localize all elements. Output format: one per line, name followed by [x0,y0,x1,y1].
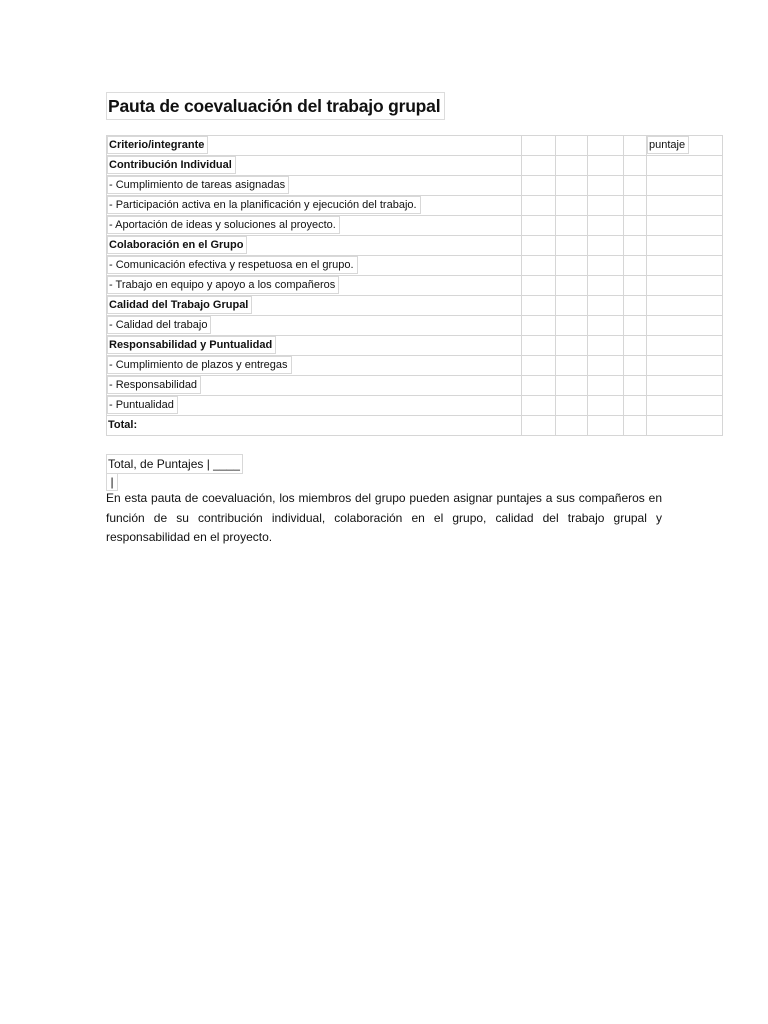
puntaje-cell[interactable] [647,256,723,276]
criterion-cell [107,396,522,416]
criterion-cell [107,216,522,236]
score-cell[interactable] [588,176,624,196]
criterion-row [107,256,723,276]
header-puntaje-label: puntaje [647,136,689,154]
score-cell[interactable] [522,376,556,396]
score-cell[interactable] [588,196,624,216]
score-cell[interactable] [522,316,556,336]
criterion-label: - Puntualidad [107,396,178,414]
puntaje-cell[interactable] [647,216,723,236]
score-cell[interactable] [556,196,588,216]
section-header-row [107,296,723,316]
score-cell[interactable] [522,416,556,436]
score-cell[interactable] [556,216,588,236]
puntaje-cell[interactable] [647,156,723,176]
criterion-cell [107,156,522,176]
score-cell[interactable] [624,156,647,176]
score-cell[interactable] [588,336,624,356]
criterion-cell [107,336,522,356]
score-cell[interactable] [556,416,588,436]
score-cell[interactable] [556,316,588,336]
score-cell[interactable] [624,256,647,276]
section-header-row [107,156,723,176]
score-cell[interactable] [522,156,556,176]
criterion-row [107,316,723,336]
total-puntajes-line: Total, de Puntajes | ____ [106,454,243,474]
puntaje-cell[interactable] [647,376,723,396]
member-column-cell[interactable] [556,136,588,156]
criterion-label: - Calidad del trabajo [107,316,211,334]
score-cell[interactable] [556,296,588,316]
score-cell[interactable] [624,176,647,196]
score-cell[interactable] [556,356,588,376]
member-column-cell[interactable] [588,136,624,156]
score-cell[interactable] [522,276,556,296]
score-cell[interactable] [588,396,624,416]
puntaje-cell[interactable] [647,356,723,376]
criterion-cell [107,316,522,336]
coevaluation-table [106,135,723,436]
section-title: Colaboración en el Grupo [107,236,247,254]
score-cell[interactable] [522,396,556,416]
puntaje-cell[interactable] [647,336,723,356]
criterion-cell [107,356,522,376]
score-cell[interactable] [624,216,647,236]
table-body [107,136,723,436]
score-cell[interactable] [522,296,556,316]
puntaje-cell[interactable] [647,296,723,316]
table-header-row [107,136,723,156]
score-cell[interactable] [624,396,647,416]
header-cell-criterio [107,136,522,156]
description-paragraph: En esta pauta de coevaluación, los miembros del grupo pueden asignar puntajes a sus compañeros en función de su contribución individual, colaboración en el grupo, calidad del trabajo grupal y responsabilidad en el proyecto. [106,491,662,544]
score-cell[interactable] [556,396,588,416]
score-cell[interactable] [624,416,647,436]
criterion-label: - Aportación de ideas y soluciones al proyecto. [107,216,340,234]
criterion-label: - Trabajo en equipo y apoyo a los compañeros [107,276,339,294]
score-cell[interactable] [624,316,647,336]
score-cell[interactable] [556,176,588,196]
score-cell[interactable] [556,156,588,176]
puntaje-cell[interactable] [647,196,723,216]
criterion-label: - Responsabilidad [107,376,201,394]
score-cell[interactable] [522,256,556,276]
score-cell[interactable] [556,236,588,256]
puntaje-cell[interactable] [647,176,723,196]
score-cell[interactable] [522,356,556,376]
criterion-row [107,216,723,236]
score-cell[interactable] [624,376,647,396]
criterion-row [107,396,723,416]
score-cell[interactable] [588,276,624,296]
text-cursor[interactable]: | [106,473,118,491]
score-cell[interactable] [588,236,624,256]
score-cell[interactable] [556,376,588,396]
criterion-cell [107,176,522,196]
page-title: Pauta de coevaluación del trabajo grupal [106,92,445,120]
puntaje-cell[interactable] [647,416,723,436]
criterion-row [107,356,723,376]
score-cell[interactable] [588,296,624,316]
puntaje-cell[interactable] [647,396,723,416]
section-header-row [107,236,723,256]
criterion-cell [107,276,522,296]
score-cell[interactable] [588,376,624,396]
score-cell[interactable] [588,216,624,236]
score-cell[interactable] [624,236,647,256]
criterion-cell [107,376,522,396]
score-cell[interactable] [624,296,647,316]
criterion-row [107,276,723,296]
criterion-row [107,196,723,216]
score-cell[interactable] [522,336,556,356]
score-cell[interactable] [624,336,647,356]
score-cell[interactable] [556,256,588,276]
puntaje-cell[interactable] [647,316,723,336]
puntaje-cell[interactable] [647,276,723,296]
criterion-label: - Participación activa en la planificación y ejecución del trabajo. [107,196,421,214]
score-cell[interactable] [522,176,556,196]
score-cell[interactable] [624,276,647,296]
member-column-cell[interactable] [522,136,556,156]
score-cell[interactable] [588,416,624,436]
total-row [107,416,723,436]
section-header-row [107,336,723,356]
score-cell[interactable] [522,196,556,216]
criterion-cell [107,196,522,216]
criterion-label: - Cumplimiento de plazos y entregas [107,356,292,374]
header-cell-puntaje [647,136,723,156]
criterion-row [107,376,723,396]
header-criterio-label: Criterio/integrante [107,136,208,154]
member-column-cell[interactable] [624,136,647,156]
criterion-cell [107,256,522,276]
score-cell[interactable] [588,256,624,276]
score-cell[interactable] [556,336,588,356]
puntaje-cell[interactable] [647,236,723,256]
score-cell[interactable] [556,276,588,296]
criterion-label: - Cumplimiento de tareas asignadas [107,176,289,194]
section-title: Calidad del Trabajo Grupal [107,296,252,314]
total-cell [107,416,522,436]
total-label: Total: [108,419,138,431]
score-cell[interactable] [624,196,647,216]
criterion-cell [107,236,522,256]
criterion-row [107,176,723,196]
criterion-cell [107,296,522,316]
score-cell[interactable] [588,156,624,176]
criterion-label: - Comunicación efectiva y respetuosa en el grupo. [107,256,358,274]
section-title: Responsabilidad y Puntualidad [107,336,276,354]
score-cell[interactable] [522,236,556,256]
score-cell[interactable] [588,316,624,336]
score-cell[interactable] [624,356,647,376]
section-title: Contribución Individual [107,156,236,174]
score-cell[interactable] [522,216,556,236]
score-cell[interactable] [588,356,624,376]
